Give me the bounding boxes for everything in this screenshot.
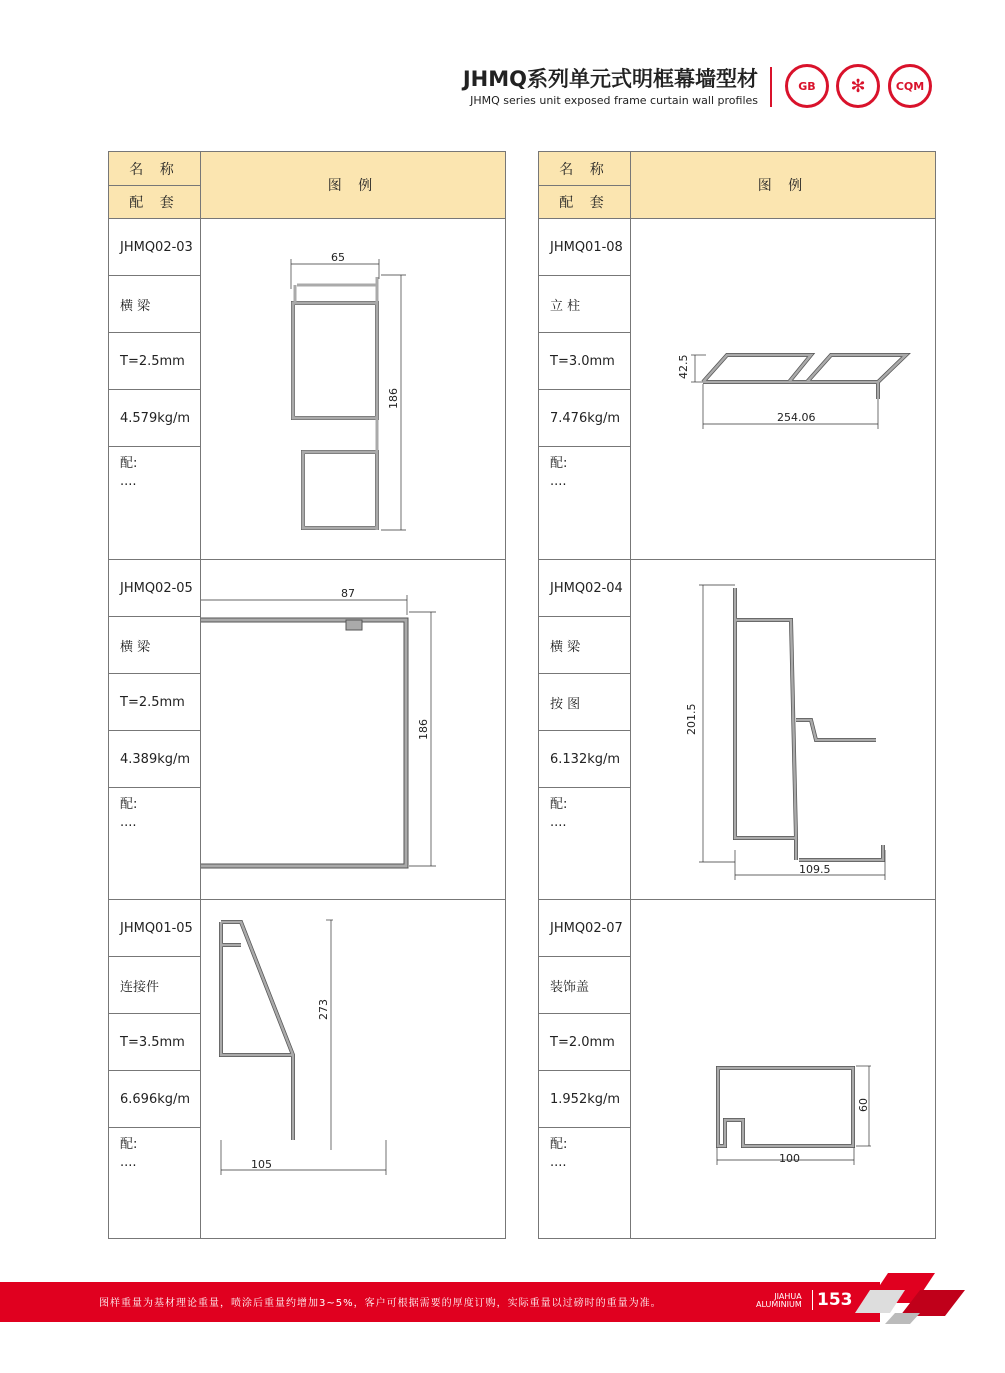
profile-code: JHMQ02-05 (109, 560, 200, 617)
profile-drawing-JHMQ02-05 (201, 560, 506, 899)
header-name: 名 称 (539, 152, 630, 186)
profile-code: JHMQ01-08 (539, 219, 630, 276)
dim-height: 186 (387, 388, 400, 409)
profile-table-left (108, 151, 506, 1239)
match-label: 配: (550, 797, 568, 812)
profile-thickness: T=2.5mm (109, 674, 200, 731)
profile-match (539, 1128, 630, 1238)
match-value: .... (120, 815, 137, 830)
profile-type: 连接件 (109, 957, 200, 1014)
dim-width: 254.06 (777, 411, 816, 424)
dim-height: 60 (857, 1098, 870, 1112)
cqm-logo: CQM (888, 64, 932, 108)
gb-logo: GB (785, 64, 829, 108)
profile-thickness: T=3.0mm (539, 333, 630, 390)
page-title: JHMQ系列单元式明框幕墙型材 (462, 67, 758, 91)
divider (770, 67, 772, 107)
profile-drawing-JHMQ01-05 (201, 900, 506, 1239)
profile-weight: 6.132kg/m (539, 731, 630, 788)
profile-match (109, 1128, 200, 1238)
dim-width: 87 (341, 587, 355, 600)
profile-table-right (538, 151, 936, 1239)
profile-thickness: 按 图 (539, 674, 630, 731)
profile-thickness: T=2.5mm (109, 333, 200, 390)
match-value: .... (120, 474, 137, 489)
profile-type: 横 梁 (109, 617, 200, 674)
profile-match (539, 788, 630, 899)
dim-width: 100 (779, 1152, 800, 1165)
match-value: .... (550, 815, 567, 830)
profile-match (539, 447, 630, 559)
profile-code: JHMQ02-03 (109, 219, 200, 276)
dim-height: 42.5 (677, 354, 690, 379)
profile-weight: 4.579kg/m (109, 390, 200, 447)
profile-code: JHMQ01-05 (109, 900, 200, 957)
profile-match (109, 788, 200, 899)
profile-code: JHMQ02-04 (539, 560, 630, 617)
header-set: 配 套 (539, 186, 630, 219)
dim-width: 65 (331, 251, 345, 264)
header-name: 名 称 (109, 152, 200, 186)
profile-type: 横 梁 (109, 276, 200, 333)
footer-note: 图样重量为基材理论重量，喷涂后重量约增加3~5%，客户可根据需要的厚度订购，实际重量以过磅时的重量为准。 (99, 1298, 662, 1309)
dim-width: 109.5 (799, 863, 831, 876)
match-label: 配: (550, 456, 568, 471)
profile-weight: 1.952kg/m (539, 1071, 630, 1128)
match-label: 配: (550, 1137, 568, 1152)
profile-type: 装饰盖 (539, 957, 630, 1014)
profile-thickness: T=2.0mm (539, 1014, 630, 1071)
profile-drawing-JHMQ02-03 (201, 219, 506, 558)
profile-thickness: T=3.5mm (109, 1014, 200, 1071)
profile-weight: 4.389kg/m (109, 731, 200, 788)
profile-match (109, 447, 200, 559)
profile-drawing-JHMQ02-04 (631, 560, 936, 899)
profile-drawing-JHMQ01-08 (631, 219, 936, 558)
match-label: 配: (120, 456, 138, 471)
match-label: 配: (120, 797, 138, 812)
brand-logo: JIAHUA ALUMINIUM (756, 1292, 802, 1309)
dim-height: 201.5 (685, 703, 698, 735)
match-value: .... (550, 1155, 567, 1170)
match-value: .... (550, 474, 567, 489)
page-subtitle: JHMQ series unit exposed frame curtain wall profiles (470, 94, 758, 107)
profile-code: JHMQ02-07 (539, 900, 630, 957)
profile-type: 横 梁 (539, 617, 630, 674)
page-number: 153 (812, 1290, 853, 1310)
header-set: 配 套 (109, 186, 200, 219)
footer-decoration (840, 1268, 970, 1328)
header-figure: 图 例 (201, 152, 505, 219)
header-figure: 图 例 (631, 152, 935, 219)
match-label: 配: (120, 1137, 138, 1152)
profile-weight: 7.476kg/m (539, 390, 630, 447)
profile-drawing-JHMQ02-07 (631, 900, 936, 1239)
dim-height: 186 (417, 719, 430, 740)
profile-weight: 6.696kg/m (109, 1071, 200, 1128)
match-value: .... (120, 1155, 137, 1170)
star-certification-logo: ✻ (836, 64, 880, 108)
dim-height: 273 (317, 999, 330, 1020)
dim-width: 105 (251, 1158, 272, 1171)
profile-type: 立 柱 (539, 276, 630, 333)
